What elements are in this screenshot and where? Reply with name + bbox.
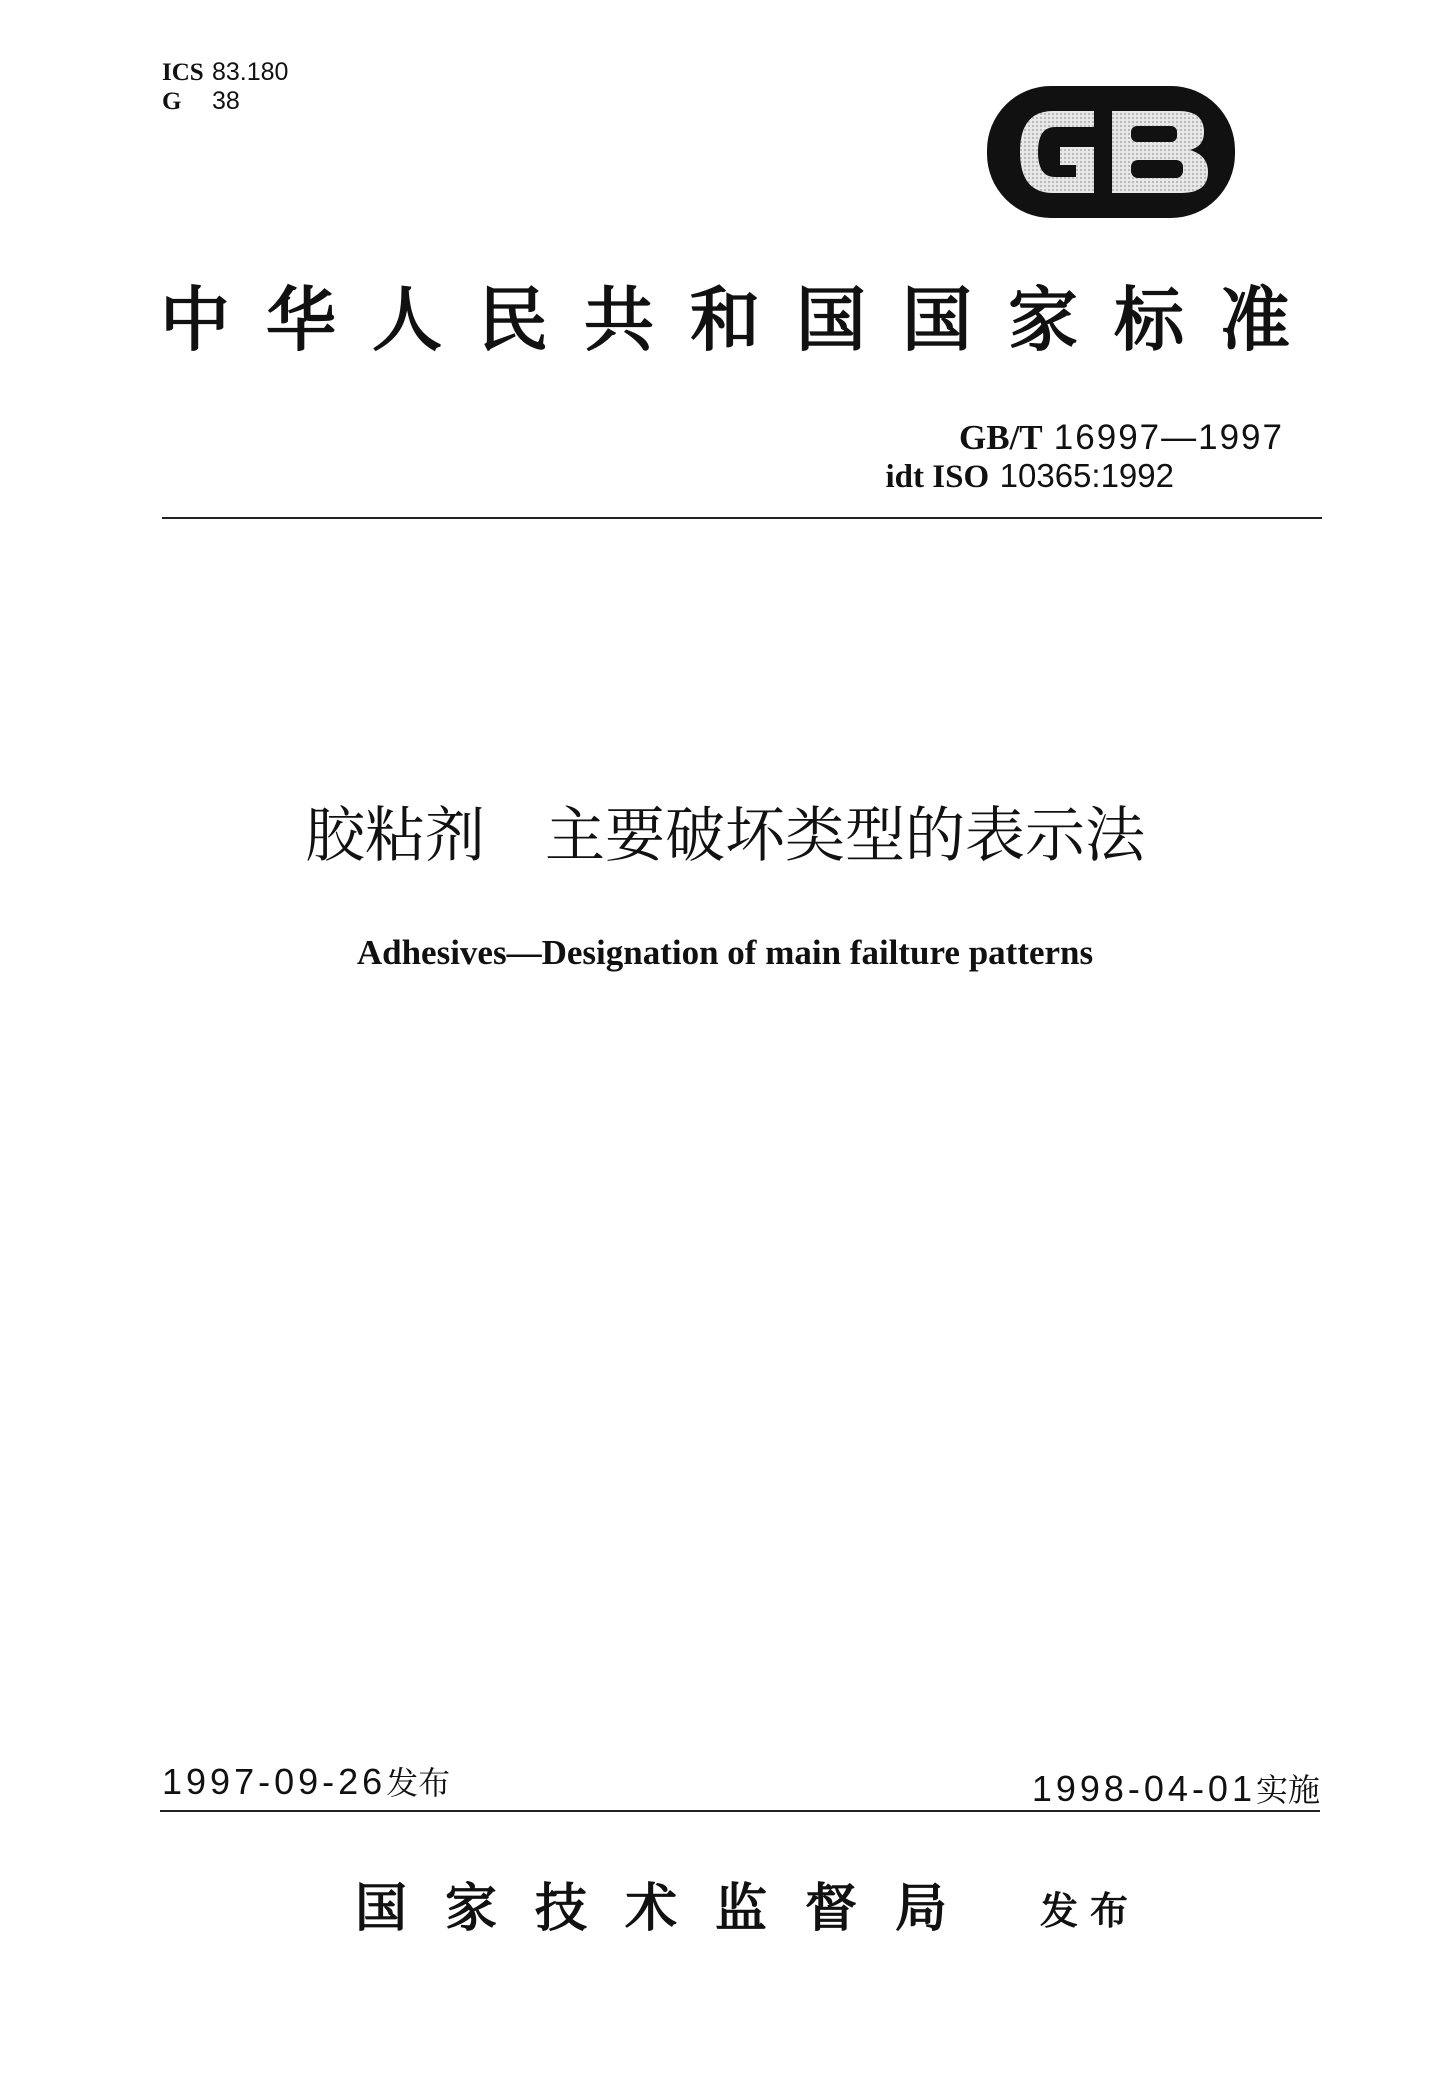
standard-number [959, 418, 1284, 458]
footer-divider [160, 1810, 1320, 1812]
identical-standard [886, 457, 1174, 496]
publisher-name: 国家技术监督局 [355, 1878, 986, 1939]
ics-value: 83.180 [212, 58, 289, 86]
issue-date-value: 1997-09-26 [162, 1761, 387, 1802]
ccs-value: 38 [212, 87, 240, 115]
issue-date [162, 1760, 450, 1805]
implementation-date-suffix: 实施 [1255, 1771, 1320, 1809]
ics-label: ICS [162, 59, 204, 86]
gb-logo-icon [983, 80, 1239, 224]
idt-prefix: idt ISO [885, 459, 990, 495]
ics-row [162, 58, 288, 87]
national-standard-heading: 中华人民共和国国家标准 [160, 278, 1326, 361]
standard-prefix: GB/T [959, 418, 1043, 457]
classification-codes [162, 58, 288, 116]
implementation-date [1032, 1767, 1320, 1812]
document-title-chinese: 胶粘剂 主要破坏类型的表示法 [305, 801, 1145, 871]
publish-label: 发布 [1040, 1888, 1141, 1933]
idt-code: 10365:1992 [999, 457, 1174, 494]
document-title-english: Adhesives—Designation of main failture patterns [356, 933, 1094, 972]
standard-code: 16997—1997 [1053, 418, 1284, 457]
ccs-row [162, 87, 288, 116]
header-divider [162, 517, 1322, 519]
ccs-label: G [162, 88, 182, 115]
issue-date-suffix: 发布 [386, 1764, 451, 1802]
implementation-date-value: 1998-04-01 [1031, 1768, 1256, 1809]
